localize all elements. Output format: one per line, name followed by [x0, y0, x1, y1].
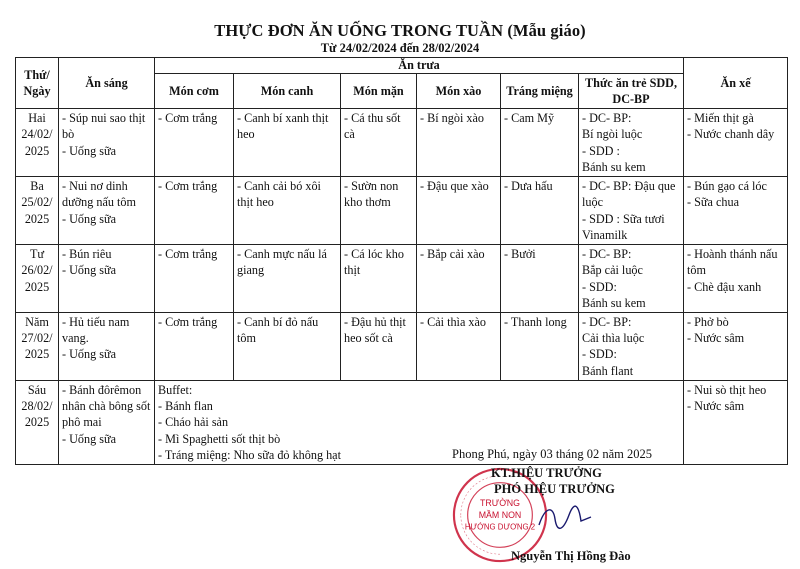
- breakfast-cell: [59, 177, 155, 245]
- breakfast-cell: [59, 109, 155, 177]
- special-item: - SDD :: [582, 143, 620, 158]
- afternoon-item: - Miến thịt gà: [687, 111, 754, 126]
- header-breakfast: Ăn sáng: [59, 58, 155, 109]
- breakfast-item: - Uống sữa: [62, 143, 116, 158]
- stamp-line: MẦM NON: [478, 509, 522, 520]
- signer-role-title: KT.HIỆU TRƯỞNG: [491, 466, 602, 480]
- special-cell: [579, 245, 684, 313]
- breakfast-item: - Nui nơ dinh dưỡng nấu tôm: [62, 179, 136, 210]
- header-soup: Món canh: [234, 73, 341, 108]
- special-cell: [579, 313, 684, 381]
- menu-table: [15, 57, 788, 465]
- buffet-item: - Bánh flan: [158, 399, 213, 414]
- breakfast-item: - Bánh đôrêmon nhân chà bông sốt phô mai: [62, 382, 151, 430]
- day-year: 2025: [24, 415, 50, 430]
- breakfast-item: - Uống sữa: [62, 431, 116, 446]
- header-day: Thứ/ Ngày: [16, 58, 59, 109]
- special-item: - DC- BP: Đậu que luộc: [582, 179, 676, 210]
- special-item: Bánh su kem: [582, 295, 646, 310]
- day-name: Tư: [29, 247, 45, 262]
- buffet-item: - Mì Spaghetti sốt thịt bò: [158, 431, 281, 446]
- day-cell: [16, 177, 59, 245]
- special-item: - DC- BP:: [582, 111, 632, 126]
- special-cell: [579, 177, 684, 245]
- breakfast-cell: [59, 380, 155, 464]
- handwritten-signature: [535, 497, 595, 537]
- header-afternoon: Ăn xế: [684, 58, 788, 109]
- rice-cell: - Cơm trắng: [155, 245, 234, 313]
- stamp-line: TRƯỜNG: [479, 498, 521, 509]
- dessert-cell: - Dưa hấu: [501, 177, 579, 245]
- signer-name: Nguyễn Thị Hồng Đào: [511, 549, 631, 563]
- dessert-cell: - Cam Mỹ: [501, 109, 579, 177]
- dessert-cell: - Thanh long: [501, 313, 579, 381]
- dessert-cell: - Bưởi: [501, 245, 579, 313]
- day-name: Ba: [30, 179, 44, 194]
- rice-cell: - Cơm trắng: [155, 313, 234, 381]
- afternoon-cell: [684, 109, 788, 177]
- signer-role-subtitle: PHÓ HIỆU TRƯỞNG: [494, 482, 615, 496]
- afternoon-item: - Nui sò thịt heo: [687, 382, 767, 397]
- afternoon-item: - Nước sâm: [687, 399, 745, 414]
- table-row: [16, 313, 788, 381]
- stirfry-cell: - Cải thìa xào: [417, 313, 501, 381]
- special-item: - DC- BP:: [582, 315, 632, 329]
- soup-cell: - Canh bí đỏ nấu tôm: [234, 313, 341, 381]
- afternoon-item: - Hoành thánh nấu tôm: [687, 247, 778, 278]
- date-range: Từ 24/02/2024 đến 28/02/2024: [320, 41, 480, 55]
- rice-cell: - Cơm trắng: [155, 109, 234, 177]
- soup-cell: - Canh bí xanh thịt heo: [234, 109, 341, 177]
- afternoon-item: - Phở bò: [687, 315, 729, 329]
- special-item: Bắp cải luộc: [582, 263, 643, 278]
- rice-cell: - Cơm trắng: [155, 177, 234, 245]
- day-date: 27/02/: [21, 331, 53, 346]
- day-name: Năm: [25, 315, 49, 329]
- table-row: [16, 177, 788, 245]
- breakfast-item: - Uống sữa: [62, 263, 116, 278]
- stamp-line: HƯỚNG DƯƠNG 2: [464, 522, 536, 532]
- savory-cell: - Đậu hủ thịt heo sốt cà: [341, 313, 417, 381]
- breakfast-cell: [59, 313, 155, 381]
- stirfry-cell: - Bí ngòi xào: [417, 109, 501, 177]
- day-date: 26/02/: [21, 263, 53, 278]
- stirfry-cell: - Bắp cải xào: [417, 245, 501, 313]
- savory-cell: - Cá thu sốt cà: [341, 109, 417, 177]
- special-item: Bánh flant: [582, 363, 634, 378]
- breakfast-item: - Súp nui sao thịt bò: [62, 111, 146, 142]
- savory-cell: - Cá lóc kho thịt: [341, 245, 417, 313]
- special-cell: [579, 109, 684, 177]
- header-special: Thức ăn trẻ SDD, DC-BP: [579, 73, 684, 108]
- header-savory: Món mặn: [341, 73, 417, 108]
- header-lunch: Ăn trưa: [155, 58, 684, 74]
- special-item: Bánh su kem: [582, 159, 646, 174]
- table-row: [16, 245, 788, 313]
- page-title: THỰC ĐƠN ĂN UỐNG TRONG TUẦN (Mẫu giáo): [214, 21, 586, 40]
- afternoon-item: - Sữa chua: [687, 195, 739, 210]
- afternoon-item: - Chè đậu xanh: [687, 279, 762, 294]
- afternoon-cell: [684, 245, 788, 313]
- place-date: Phong Phú, ngày 03 tháng 02 năm 2025: [452, 447, 652, 461]
- special-item: - SDD : Sữa tươi Vinamilk: [582, 211, 665, 242]
- special-item: Bí ngòi luộc: [582, 127, 643, 142]
- header-rice: Món cơm: [155, 73, 234, 108]
- breakfast-item: - Uống sữa: [62, 211, 116, 226]
- afternoon-cell: [684, 177, 788, 245]
- afternoon-item: - Nước sâm: [687, 331, 745, 346]
- stirfry-cell: - Đậu que xào: [417, 177, 501, 245]
- buffet-item: - Cháo hải sản: [158, 415, 229, 430]
- day-cell: [16, 380, 59, 464]
- buffet-item: - Tráng miệng: Nho sữa đỏ không hạt: [158, 447, 341, 462]
- day-date: 28/02/: [21, 399, 53, 414]
- breakfast-item: - Uống sữa: [62, 347, 116, 362]
- day-year: 2025: [24, 279, 50, 294]
- day-name: Sáu: [27, 382, 47, 397]
- day-cell: [16, 109, 59, 177]
- special-item: - SDD:: [582, 347, 617, 362]
- buffet-item: Buffet:: [158, 382, 193, 397]
- day-date: 24/02/: [21, 127, 53, 142]
- special-item: Cải thìa luộc: [582, 331, 645, 346]
- special-item: - SDD:: [582, 279, 617, 294]
- afternoon-item: - Bún gạo cá lóc: [687, 179, 767, 194]
- day-year: 2025: [24, 143, 50, 158]
- savory-cell: - Sườn non kho thơm: [341, 177, 417, 245]
- day-year: 2025: [24, 211, 50, 226]
- table-row: [16, 380, 788, 464]
- breakfast-item: - Bún riêu: [62, 247, 112, 262]
- header-stirfry: Món xào: [417, 73, 501, 108]
- day-name: Hai: [28, 111, 46, 126]
- soup-cell: - Canh mực nấu lá giang: [234, 245, 341, 313]
- afternoon-cell: [684, 313, 788, 381]
- header-dessert: Tráng miệng: [501, 73, 579, 108]
- day-year: 2025: [24, 347, 50, 362]
- breakfast-item: - Hủ tiếu nam vang.: [62, 315, 130, 346]
- soup-cell: - Canh cải bó xôi thịt heo: [234, 177, 341, 245]
- day-cell: [16, 245, 59, 313]
- afternoon-item: - Nước chanh dây: [687, 127, 775, 142]
- breakfast-cell: [59, 245, 155, 313]
- table-row: [16, 109, 788, 177]
- day-cell: [16, 313, 59, 381]
- afternoon-cell: [684, 380, 788, 464]
- special-item: - DC- BP:: [582, 247, 632, 262]
- day-date: 25/02/: [21, 195, 53, 210]
